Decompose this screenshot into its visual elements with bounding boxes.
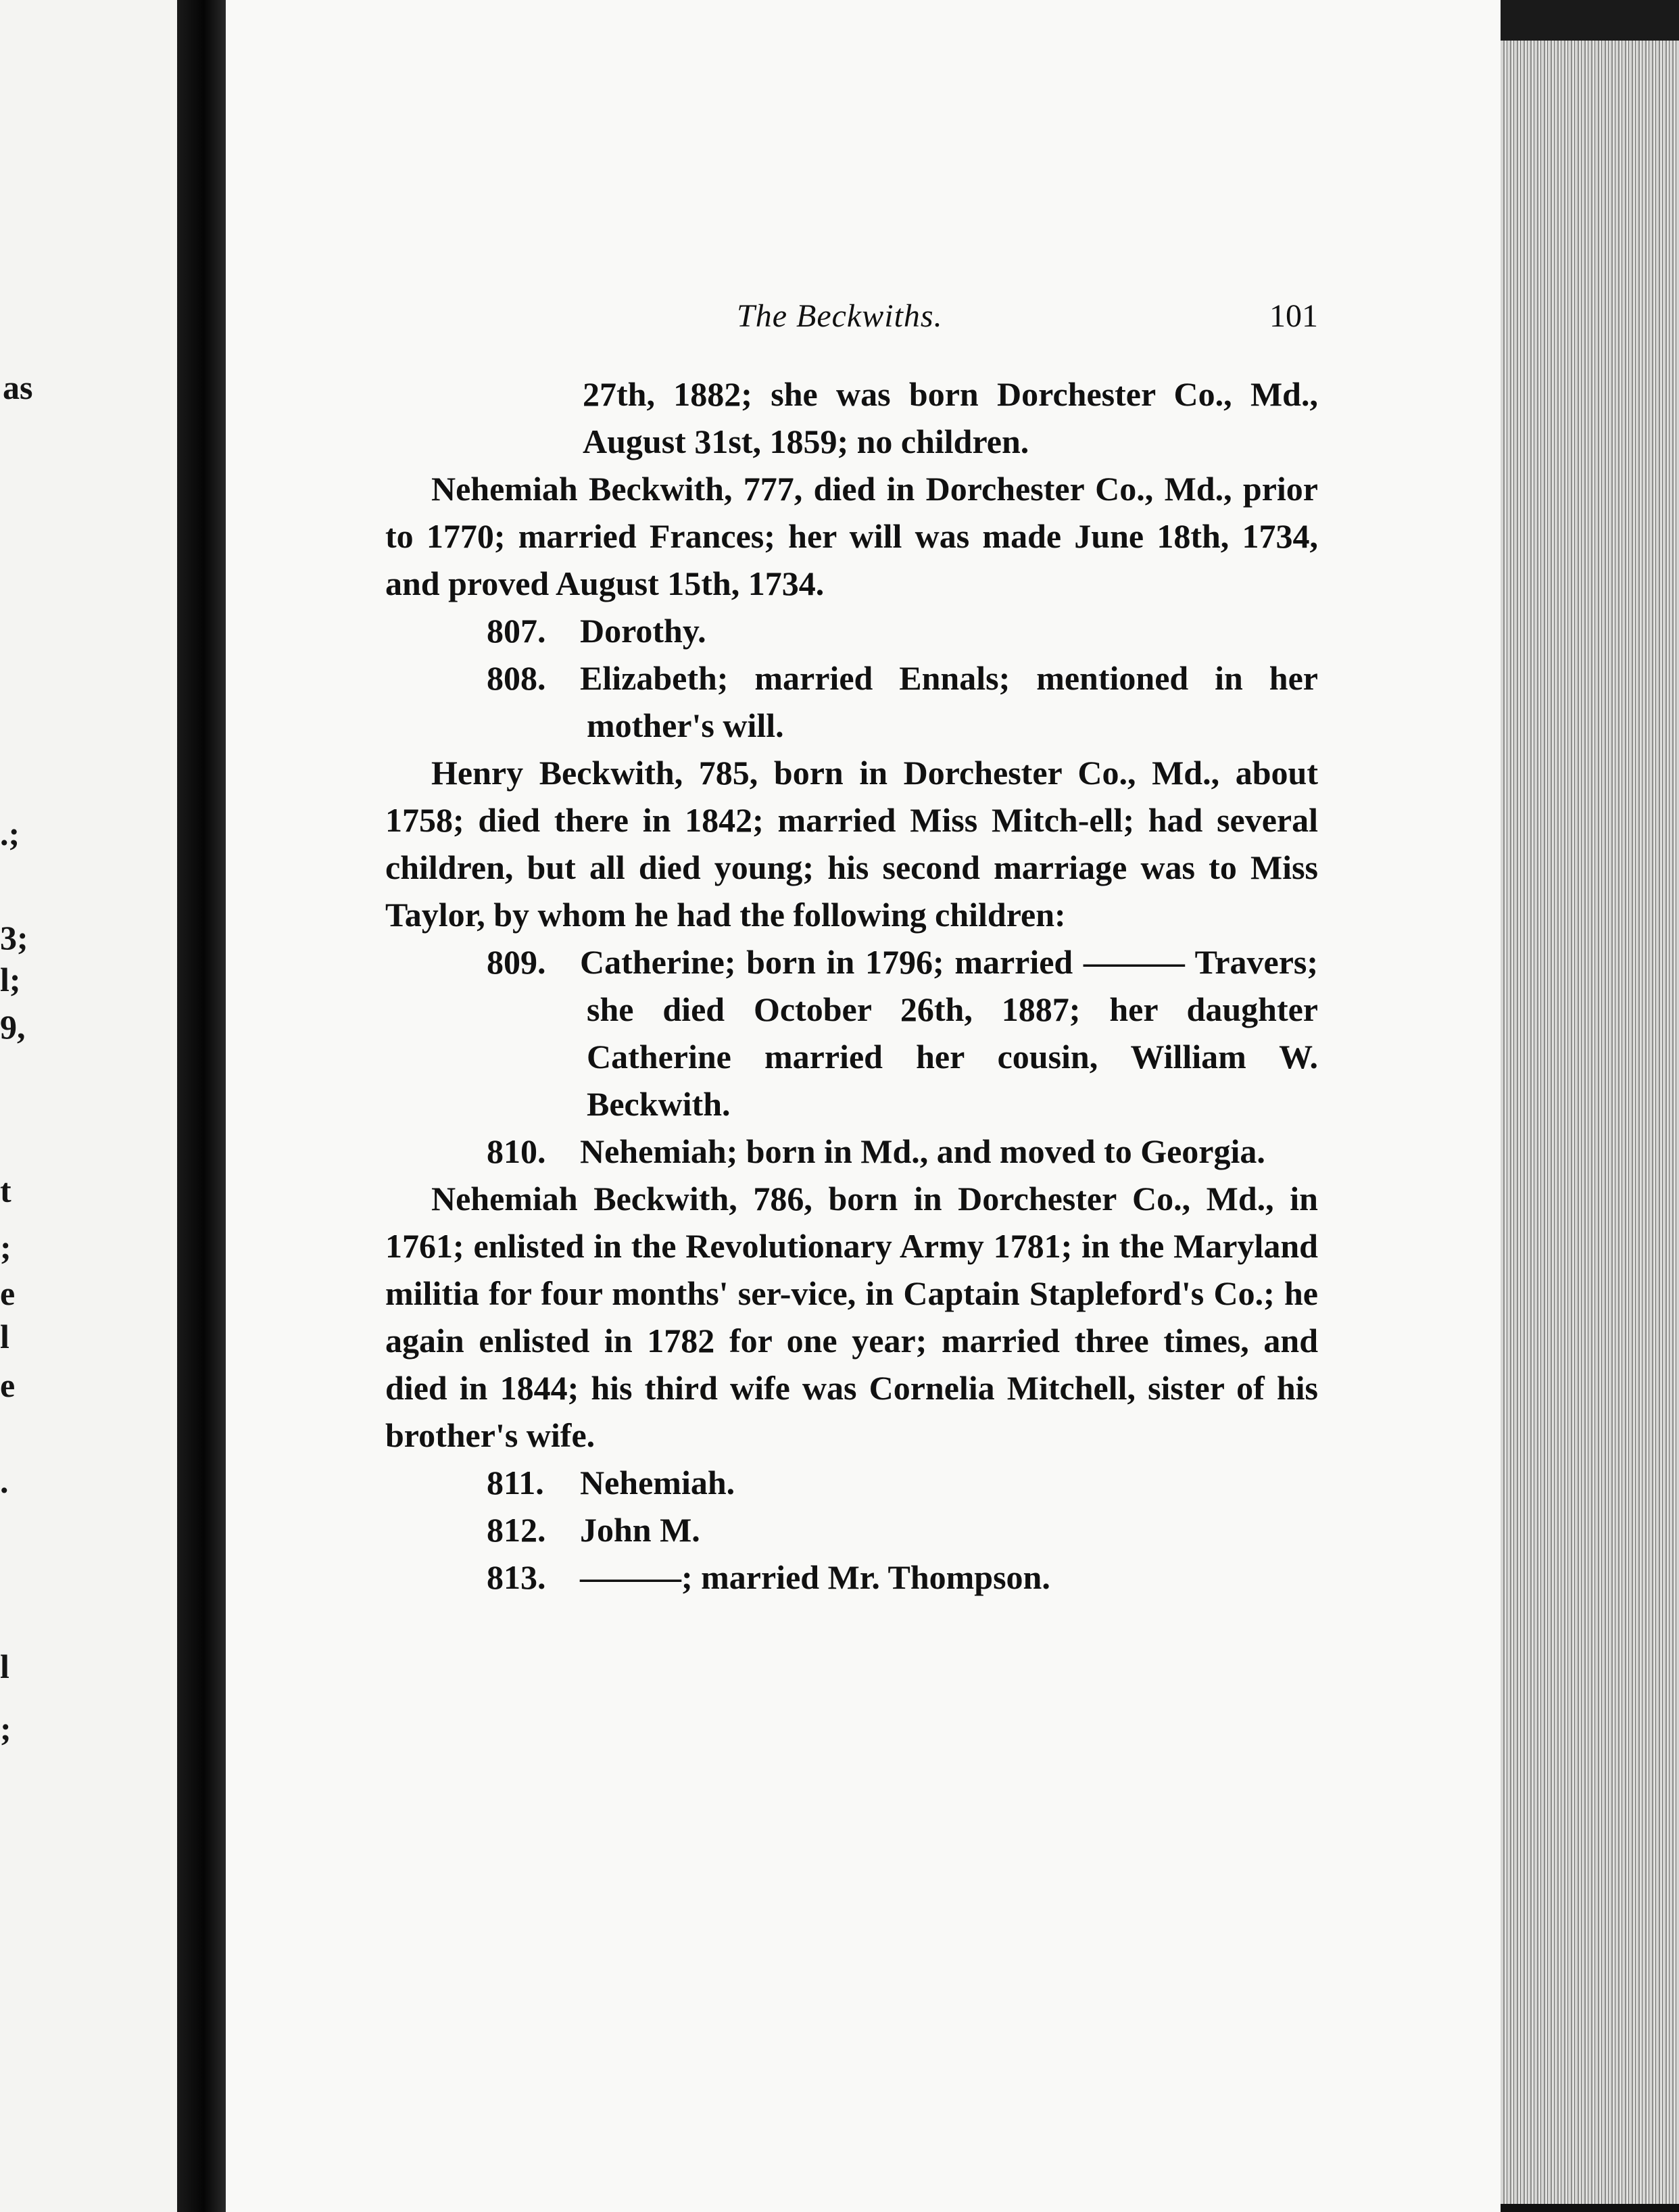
entry-text: ———; married Mr. Thompson. [580,1558,1050,1596]
left-page-fragment: l [0,1648,9,1685]
entry-text: Catherine; born in 1796; married ——— Travers; she died October 26th, 1887; her daughter Catherine married her cousin, William W. Beckwith. [580,943,1318,1123]
genealogy-entry [385,607,1318,654]
entry-text: Elizabeth; married Ennals; mentioned in her mother's will. [580,659,1318,744]
left-page-fragment: l [0,1318,9,1355]
entry-number: 812. [487,1511,546,1549]
entry-text: Nehemiah. [580,1464,735,1501]
genealogy-entry [385,938,1318,1128]
left-page-fragment: .; [0,815,20,852]
genealogy-entry [385,1128,1318,1175]
genealogy-entry [385,1506,1318,1554]
left-page-fragment: t [0,1172,11,1209]
entry-number: 810. [487,1132,546,1170]
left-page-fragment: ; [0,1710,11,1748]
left-page-fragment: 9, [0,1008,26,1046]
entry-text: John M. [580,1511,700,1549]
left-facing-page [0,0,177,2212]
page-number: 101 [1269,298,1318,334]
left-page-fragment: as [3,368,33,406]
genealogy-entry [385,1554,1318,1601]
left-page-fragment: ; [0,1228,11,1266]
book-gutter [177,0,226,2212]
running-head-title: The Beckwiths. [737,298,943,334]
page-body [385,370,1318,1601]
background-dark [1501,0,1679,41]
paragraph: Nehemiah Beckwith, 777, died in Dorchester Co., Md., prior to 1770; married Frances; her will was made June 18th, 1734, and proved August 15th, 1734. [385,470,1318,602]
page-edges-stack [1501,41,1679,2204]
paragraph: Nehemiah Beckwith, 786, born in Dorchester Co., Md., in 1761; enlisted in the Revolutionary Army 1781; in the Maryland militia for four months' ser-vice, in Captain Stapleford's Co.; he again enlisted in 1782 for one year; married three times, and died in 1844; his third wife was Cornelia Mitchell, sister of his brother's wife. [385,1180,1318,1454]
paragraph: Henry Beckwith, 785, born in Dorchester Co., Md., about 1758; died there in 1842; married Miss Mitch-ell; had several children, but all died young; his second marriage was to Miss Taylor, by whom he had the following children: [385,754,1318,934]
entry-number: 807. [487,612,546,650]
entry-text: Dorothy. [580,612,706,650]
genealogy-entry [385,654,1318,749]
left-page-fragment: e [0,1366,16,1404]
running-head [385,297,1318,345]
left-page-fragment: e [0,1274,16,1312]
entry-number: 813. [487,1558,546,1596]
entry-number: 811. [487,1464,544,1501]
left-page-fragment: 3; [0,919,28,957]
left-page-fragment: l; [0,961,21,999]
entry-number: 808. [487,659,546,697]
genealogy-entry [385,1459,1318,1506]
paragraph-continuation: 27th, 1882; she was born Dorchester Co., Md., August 31st, 1859; no children. [583,375,1318,460]
entry-number: 809. [487,943,546,981]
entry-text: Nehemiah; born in Md., and moved to Georgia. [580,1132,1265,1170]
left-page-fragment: . [0,1462,9,1500]
